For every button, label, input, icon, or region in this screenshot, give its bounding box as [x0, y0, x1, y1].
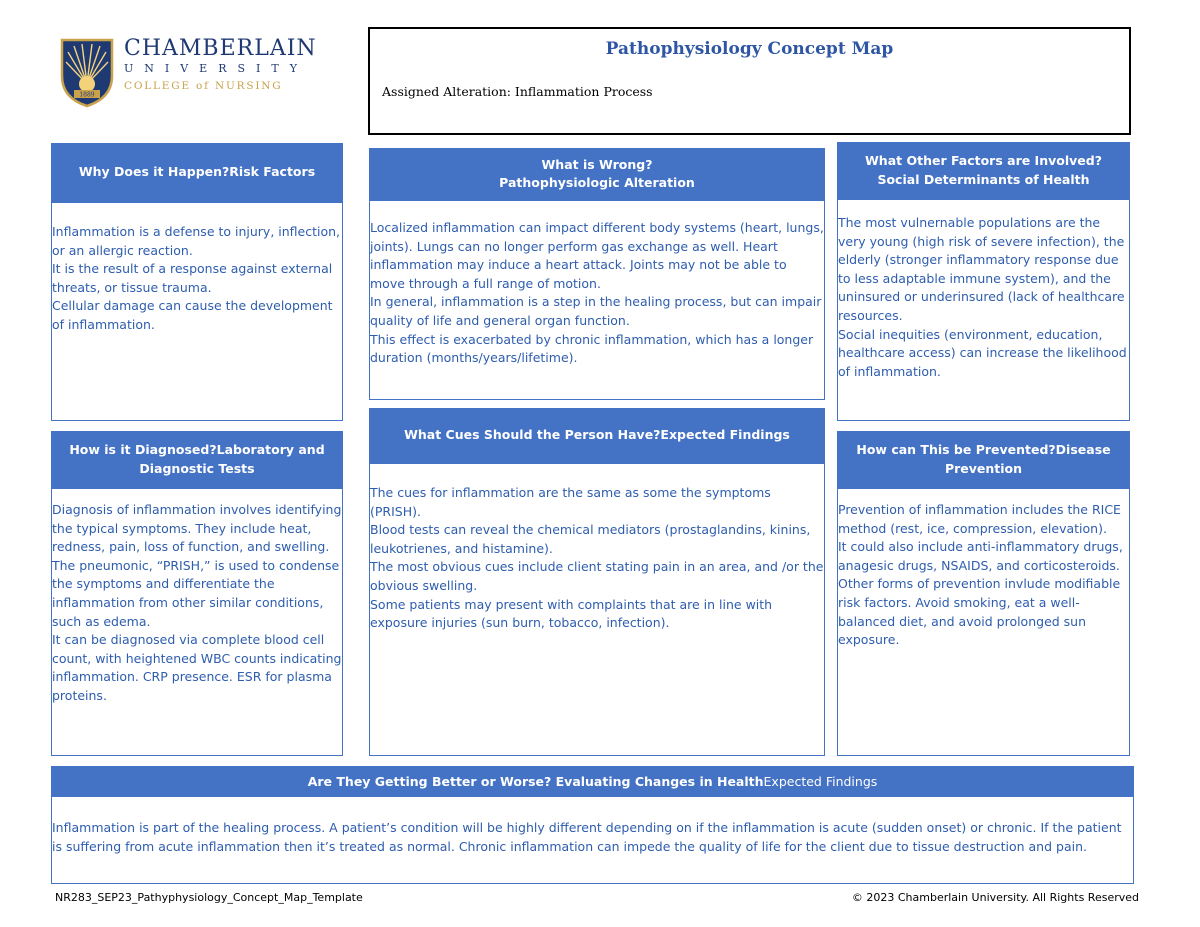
evaluating-text: Inflammation is part of the healing process. A patient’s condition will be highly different depending on if the inflammation is acute (sudden onset) or chronic. If the patient is suffering from acute inflammation then it’s treated as normal. Chronic inflammation can impede the quality of life for the client due to tissue destruction and pain. [52, 820, 1122, 854]
evaluating-box [51, 796, 1134, 884]
diagnosed-header: How is it Diagnosed?Laboratory and Diagnostic Tests [51, 431, 343, 488]
social-determinants-box [837, 199, 1130, 421]
alteration-text: In general, inflammation is a step in the healing process, but can impair quality of life and general organ function. [370, 294, 822, 328]
cues-text: Blood tests can reveal the chemical mediators (prostaglandins, kinins, leukotrienes, and histamine). [370, 522, 811, 556]
risk-factors-text: Cellular damage can cause the development of inflammation. [52, 298, 333, 332]
title-box [368, 27, 1131, 135]
svg-text:1889: 1889 [79, 91, 95, 99]
social-determinants-header: What Other Factors are Involved?Social Determinants of Health [837, 142, 1130, 199]
cues-text: Some patients may present with complaints that are in line with exposure injuries (sun burn, tobacco, infection). [370, 596, 773, 631]
alteration-text: This effect is exacerbated by chronic inflammation, which has a longer duration (months/years/lifetime). [370, 331, 814, 366]
cues-header: What Cues Should the Person Have?Expected Findings [369, 408, 825, 463]
prevention-header: How can This be Prevented?Disease Prevention [837, 431, 1130, 488]
chamberlain-logo [60, 36, 320, 112]
alteration-box [369, 200, 825, 400]
diagnosed-text: Diagnosis of inflammation involves identifying the typical symptoms. They include heat, redness, pain, loss of function, and swelling. The pneumonic, “PRISH,” is used to condense the symptoms and differentiate the inflammation from other similar conditions, such as edema. [52, 502, 342, 629]
assigned-alteration: Assigned Alteration: Inflammation Process [382, 84, 653, 99]
logo-name: CHAMBERLAIN [124, 36, 317, 61]
risk-factors-box [51, 202, 343, 421]
diagnosed-text: It can be diagnosed via complete blood cell count, with heightened WBC counts indicating inflammation. CRP presence. ESR for plasma proteins. [52, 632, 342, 703]
cues-box [369, 463, 825, 756]
prevention-text: It could also include anti-inflammatory drugs, anagesic drugs, NSAIDS, and corticosteroids. [838, 539, 1123, 573]
prevention-text: Prevention of inflammation includes the RICE method (rest, ice, compression, elevation). [838, 502, 1121, 536]
risk-factors-header: Why Does it Happen?Risk Factors [51, 143, 343, 202]
social-determinants-text: Social inequities (environment, education, healthcare access) can increase the likelihood of inflammation. [838, 326, 1127, 379]
cues-text: The cues for inflammation are the same as some the symptoms (PRISH). [370, 485, 771, 519]
page-title: Pathophysiology Concept Map [605, 39, 894, 59]
social-determinants-text: The most vulnernable populations are the very young (high risk of severe infection), the elderly (stronger inflammatory response due to less adaptable immune system), and the uninsured or underinsured (lack of healthcare resources. [838, 215, 1125, 323]
evaluating-header: Are They Getting Better or Worse? Evaluating Changes in HealthExpected Findings [51, 766, 1134, 798]
template-name: NR283_SEP23_Pathyphysiology_Concept_Map_Template [55, 891, 363, 904]
diagnosed-box [51, 488, 343, 756]
risk-factors-text: It is the result of a response against external threats, or tissue trauma. [52, 261, 333, 295]
cues-text: The most obvious cues include client stating pain in an area, and /or the obvious swelling. [370, 559, 824, 593]
alteration-text: Localized inflammation can impact different body systems (heart, lungs, joints). Lungs can no longer perform gas exchange as well. Heart inflammation may induce a heart attack. Joints may not be able to move through a full range of motion. [370, 220, 824, 291]
risk-factors-text: Inflammation is a defense to injury, inflection, or an allergic reaction. [52, 224, 341, 258]
prevention-text: Other forms of prevention invlude modifiable risk factors. Avoid smoking, eat a well-balanced diet, and avoid prolonged sun exposure. [838, 576, 1121, 648]
alteration-header: What is Wrong? Pathophysiologic Alteration [369, 148, 825, 200]
logo-college: COLLEGE of NURSING [124, 80, 283, 92]
copyright: © 2023 Chamberlain University. All Rights Reserved [851, 891, 1139, 904]
logo-university: UNIVERSITY [124, 62, 308, 75]
prevention-box [837, 488, 1130, 756]
shield-icon [60, 38, 114, 108]
